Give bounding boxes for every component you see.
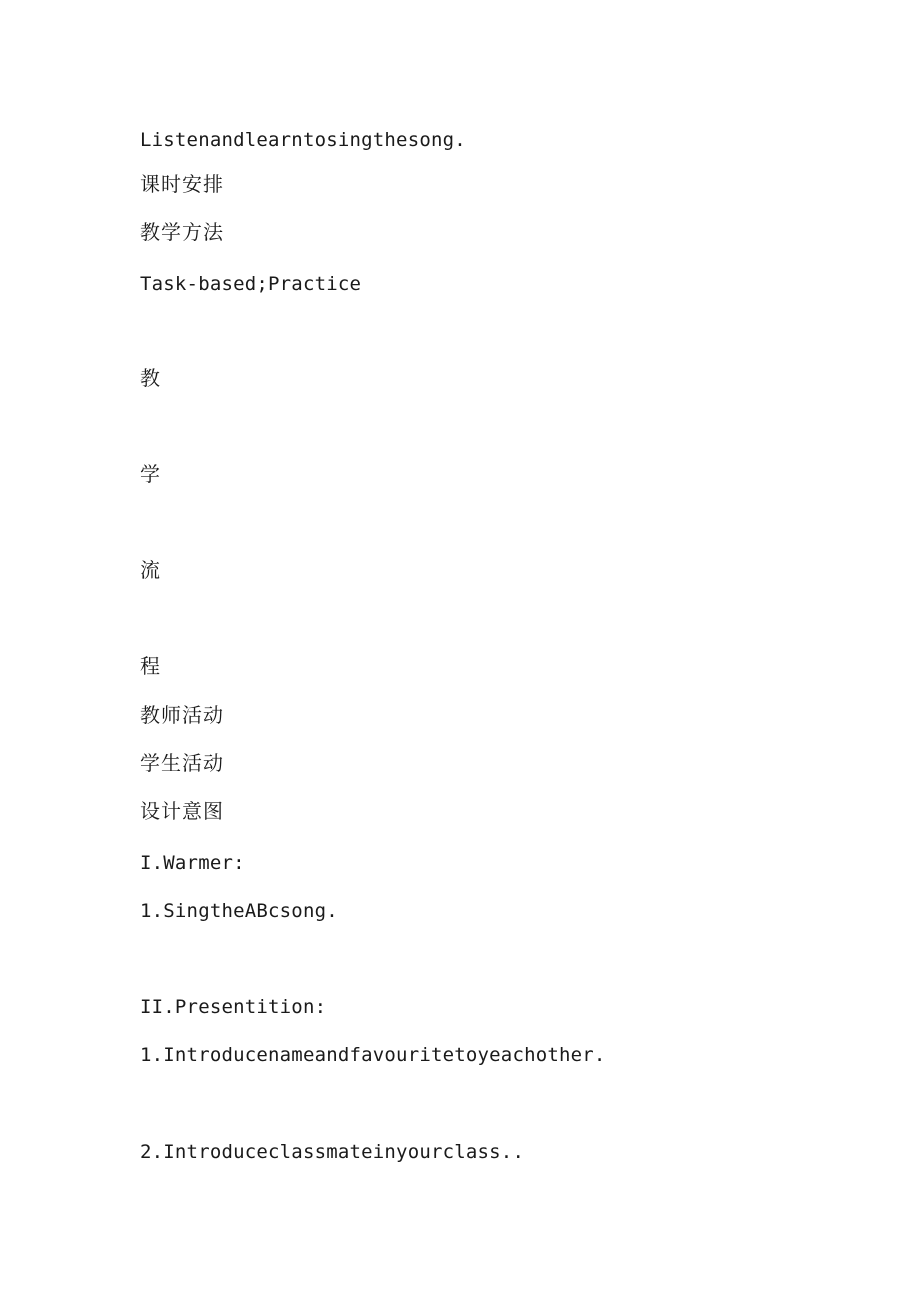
- process-heading-char: 程: [140, 654, 161, 678]
- step-line: 1.SingtheABcsong.: [140, 900, 338, 922]
- objective-line: Listenandlearntosingthesong.: [140, 129, 466, 151]
- design-intent-label: 设计意图: [140, 799, 224, 823]
- step-line: 2.Introduceclassmateinyourclass..: [140, 1141, 525, 1163]
- teaching-method-value: Task-based;Practice: [140, 273, 362, 295]
- student-activity-label: 学生活动: [140, 751, 224, 775]
- step-line: 1.Introducenameandfavouritetoyeachother.: [140, 1044, 606, 1066]
- teacher-activity-label: 教师活动: [140, 703, 224, 727]
- process-heading-char: 学: [140, 462, 161, 486]
- step-line: I.Warmer:: [140, 852, 245, 874]
- process-heading-char: 教: [140, 366, 161, 390]
- process-heading-char: 流: [140, 558, 161, 582]
- lesson-arrangement-label: 课时安排: [140, 172, 224, 196]
- teaching-method-label: 教学方法: [140, 220, 224, 244]
- step-line: II.Presentition:: [140, 996, 327, 1018]
